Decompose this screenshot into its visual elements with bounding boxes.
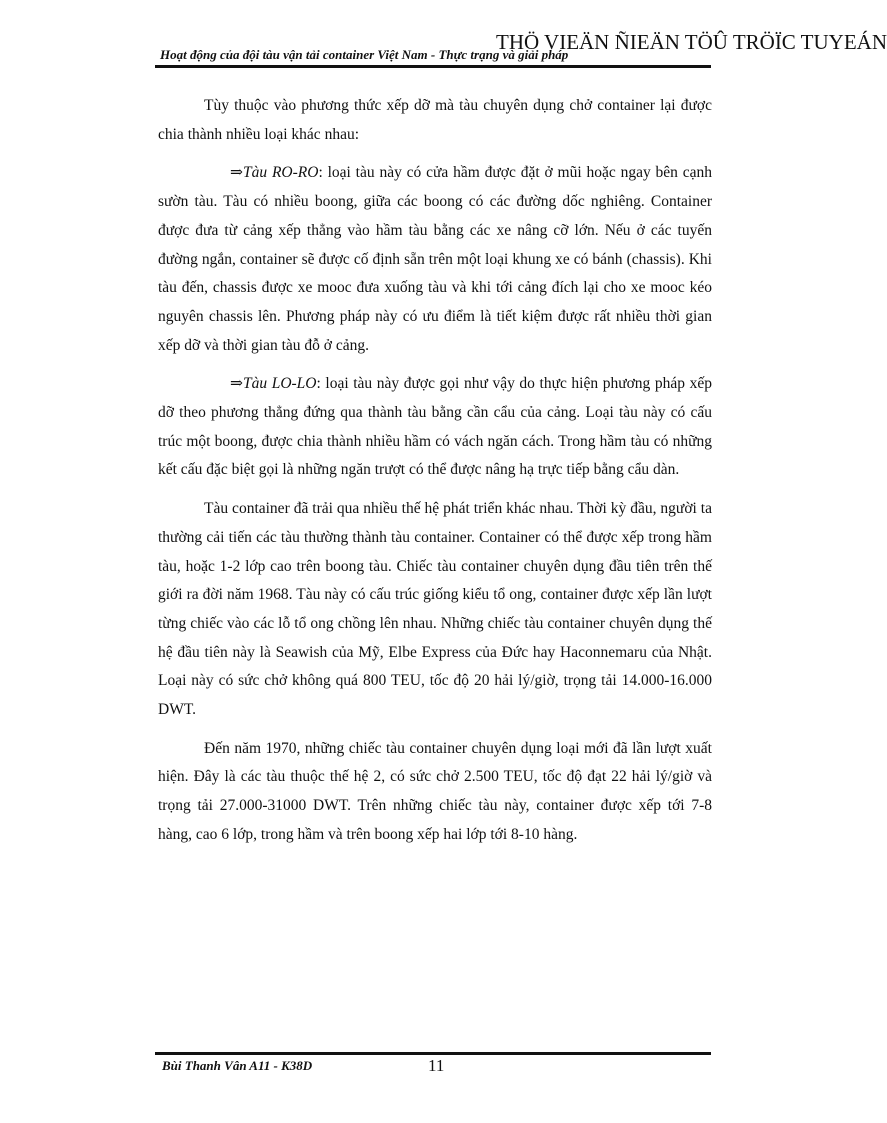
arrow-icon: ⇒	[230, 164, 243, 182]
roro-text: : loại tàu này có cửa hầm được đặt ở mũi hoặc ngay bên cạnh sườn tàu. Tàu có nhiều boong, giữa các boong có các đường dốc nghiêng. Container được đưa từ cảng xếp thẳng vào hầm tàu bằng các xe nâng cỡ lớn. Nếu ở các tuyến đường ngắn, container sẽ được cố định sẵn trên một loại khung xe có bánh (chassis). Khi tàu đến, chassis được xe mooc đưa xuống tàu và khi tới cảng đích lại cho xe mooc kéo nguyên chassis lên. Phương pháp này có ưu điểm là tiết kiệm được rất nhiều thời gian xếp dỡ và thời gian tàu đỗ ở cảng.	[158, 164, 713, 354]
generations-paragraph: Tàu container đã trải qua nhiều thế hệ phát triển khác nhau. Thời kỳ đầu, người ta thường cải tiến các tàu thường thành tàu container. Container có thể được xếp trong hầm tàu, hoặc 1-2 lớp cao trên boong tàu. Chiếc tàu container chuyên dụng đầu tiên trên thế giới ra đời năm 1968. Tàu này có cấu trúc giống kiểu tổ ong, container được xếp lần lượt từng chiếc vào các lỗ tổ ong chồng lên nhau. Những chiếc tàu container chuyên dụng thế hệ đầu tiên này là Seawish của Mỹ, Elbe Express của Đức hay Haconnemaru của Nhật. Loại này có sức chở không quá 800 TEU, tốc độ 20 hải lý/giờ, trọng tải 14.000-16.000 DWT.	[158, 500, 712, 719]
lolo-term: Tàu LO-LO	[243, 375, 317, 393]
page-number: 11	[428, 1056, 445, 1075]
library-watermark: THÖ VIEÄN ÑIEÄN TÖÛ TRÖÏC TUYEÁN	[496, 30, 887, 54]
page-body	[158, 92, 712, 850]
roro-item	[158, 159, 712, 360]
running-header-title: Hoạt động của đội tàu vận tải container Việt Nam - Thực trạng và giải pháp	[160, 47, 569, 62]
roro-term: Tàu RO-RO	[243, 164, 319, 182]
second-generation-paragraph: Đến năm 1970, những chiếc tàu container chuyên dụng loại mới đã lần lượt xuất hiện. Đây là các tàu thuộc thế hệ 2, có sức chở 2.500 TEU, tốc độ đạt 22 hải lý/giờ và trọng tải 27.000-31000 DWT. Trên những chiếc tàu này, container được xếp tới 7-8 hàng, cao 6 lớp, trong hầm và trên boong xếp hai lớp tới 8-10 hàng.	[158, 739, 712, 843]
lolo-item	[158, 370, 712, 485]
arrow-icon: ⇒	[230, 375, 243, 393]
footer-author: Bùi Thanh Vân A11 - K38D	[162, 1058, 313, 1073]
intro-paragraph: Tùy thuộc vào phương thức xếp dỡ mà tàu chuyên dụng chở container lại được chia thành nhiều loại khác nhau:	[158, 97, 712, 143]
header-divider	[155, 65, 711, 68]
footer-divider	[155, 1052, 711, 1055]
lolo-text: : loại tàu này được gọi như vậy do thực hiện phương pháp xếp dỡ theo phương thẳng đứng qua thành tàu bằng cần cẩu của cảng. Loại tàu này có cấu trúc một boong, được chia thành nhiều hầm có vách ngăn cách. Trong hầm tàu có những kết cấu đặc biệt gọi là những ngăn trượt có thể được nâng hạ trực tiếp bằng cẩu dàn.	[158, 375, 712, 479]
